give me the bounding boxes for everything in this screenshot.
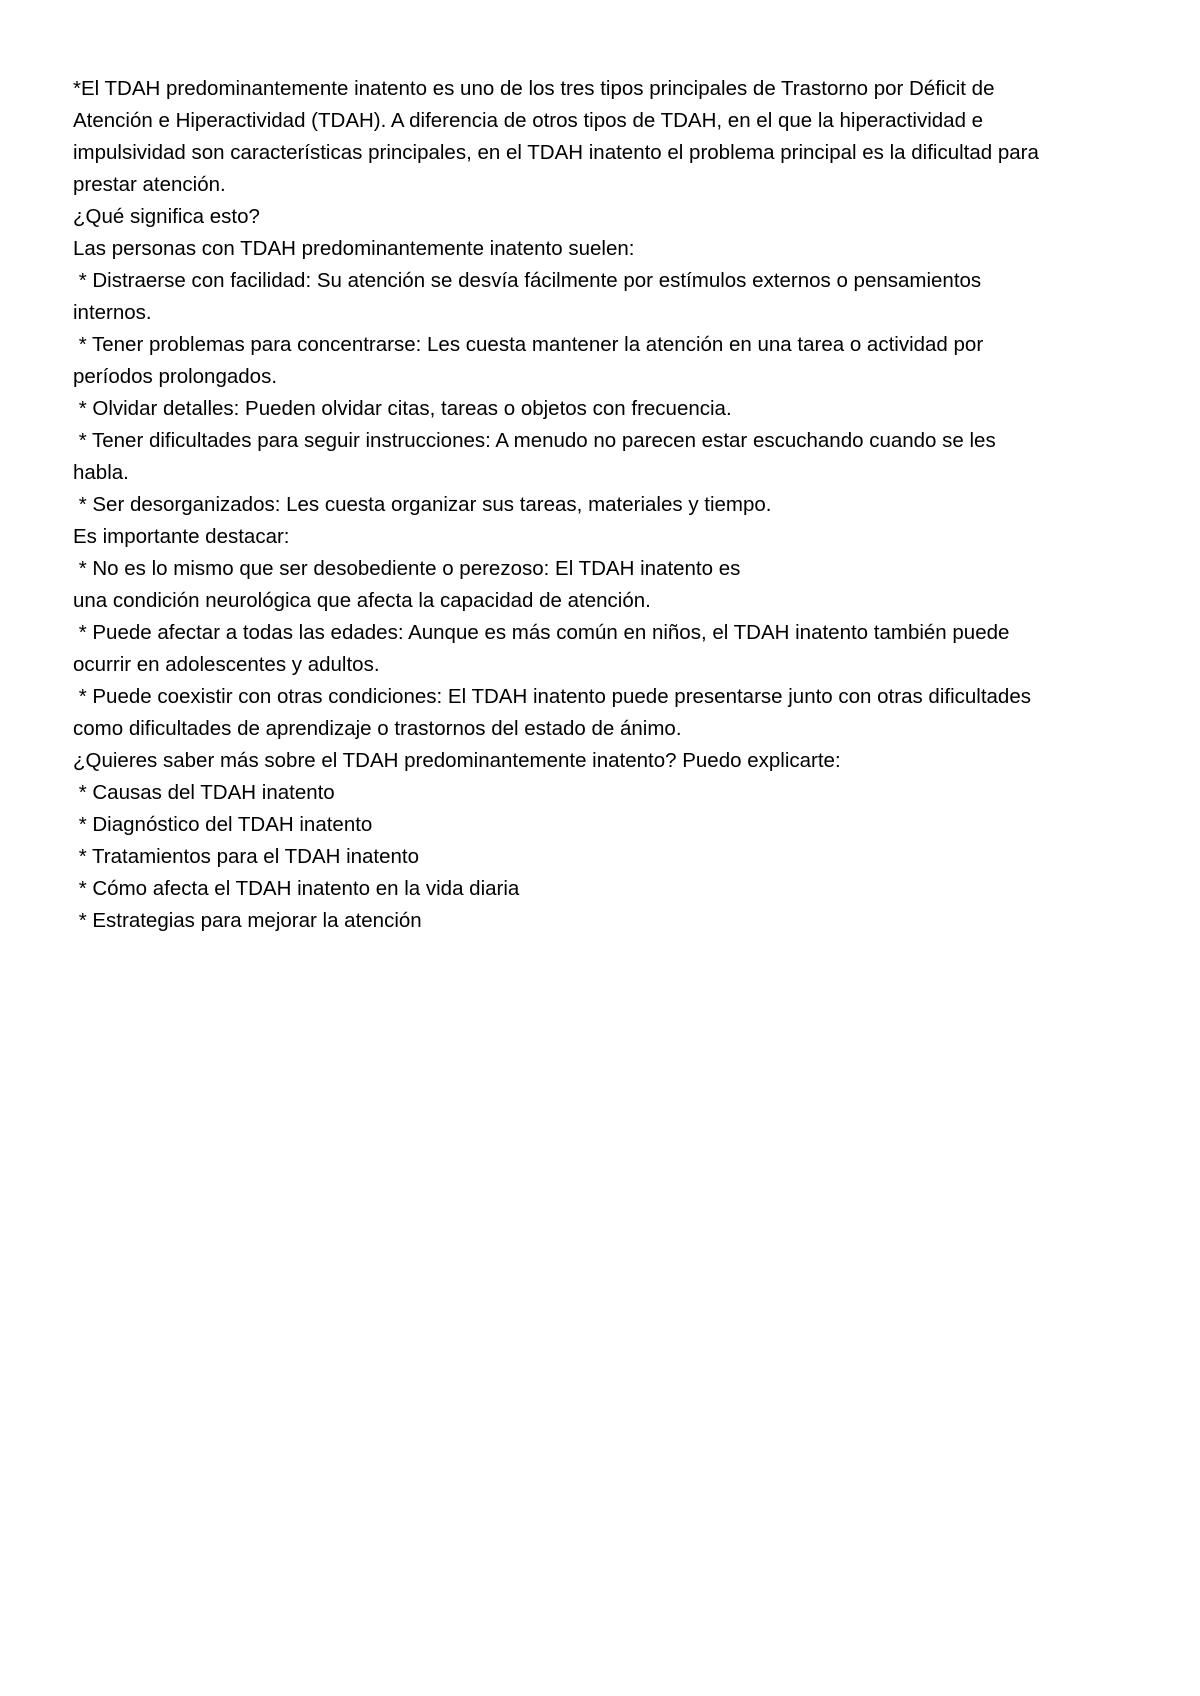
text-line: internos. xyxy=(73,301,152,324)
text-line: prestar atención. xyxy=(73,173,226,196)
text-line: *El TDAH predominantemente inatento es uno de los tres tipos principales de Trastorno por Déficit de xyxy=(73,77,995,100)
list-item: * Puede coexistir con otras condiciones: El TDAH inatento puede presentarse junto con otras dificultades xyxy=(73,685,1031,708)
text-line: impulsividad son características principales, en el TDAH inatento el problema principal es la dificultad para xyxy=(73,141,1039,164)
text-line: períodos prolongados. xyxy=(73,365,278,388)
list-item: * Puede afectar a todas las edades: Aunque es más común en niños, el TDAH inatento también puede xyxy=(73,621,1010,644)
document-body xyxy=(73,73,1143,937)
section-heading: Es importante destacar: xyxy=(73,525,290,548)
list-item: * Tratamientos para el TDAH inatento xyxy=(73,845,420,868)
list-item: * Tener problemas para concentrarse: Les cuesta mantener la atención en una tarea o actividad por xyxy=(73,333,984,356)
list-item: * Olvidar detalles: Pueden olvidar citas, tareas o objetos con frecuencia. xyxy=(73,397,732,420)
list-item: * Estrategias para mejorar la atención xyxy=(73,909,422,932)
list-item: * Ser desorganizados: Les cuesta organizar sus tareas, materiales y tiempo. xyxy=(73,493,772,516)
list-item: * No es lo mismo que ser desobediente o perezoso: El TDAH inatento es xyxy=(73,557,741,580)
list-item: * Diagnóstico del TDAH inatento xyxy=(73,813,373,836)
list-item: * Cómo afecta el TDAH inatento en la vida diaria xyxy=(73,877,520,900)
question-heading: ¿Qué significa esto? xyxy=(73,205,260,228)
list-item: * Causas del TDAH inatento xyxy=(73,781,335,804)
text-line: Atención e Hiperactividad (TDAH). A diferencia de otros tipos de TDAH, en el que la hiperactividad e xyxy=(73,109,984,132)
text-line: ocurrir en adolescentes y adultos. xyxy=(73,653,380,676)
text-line: habla. xyxy=(73,461,129,484)
text-line: como dificultades de aprendizaje o trastornos del estado de ánimo. xyxy=(73,717,682,740)
question-heading: ¿Quieres saber más sobre el TDAH predominantemente inatento? Puedo explicarte: xyxy=(73,749,841,772)
list-item: * Distraerse con facilidad: Su atención se desvía fácilmente por estímulos externos o pensamientos xyxy=(73,269,982,292)
list-item: * Tener dificultades para seguir instrucciones: A menudo no parecen estar escuchando cuando se les xyxy=(73,429,996,452)
text-line: una condición neurológica que afecta la capacidad de atención. xyxy=(73,589,651,612)
text-line: Las personas con TDAH predominantemente inatento suelen: xyxy=(73,237,635,260)
